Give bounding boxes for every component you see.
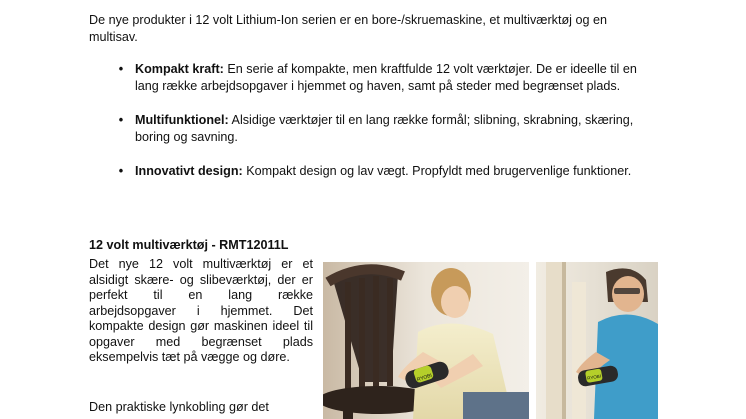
feature-list	[115, 61, 663, 180]
product-photo-chair	[323, 262, 529, 419]
section-heading: 12 volt multiværktøj - RMT12011L	[89, 238, 289, 252]
feature-text: En serie af kompakte, men kraftfulde 12 volt værktøjer. De er ideelle til en lang række arbejdsopgaver i hjemmet og haven, samt på steder med begrænset plads.	[135, 62, 637, 93]
tool-brand-label: RYOBI	[416, 372, 433, 384]
product-photo-doorframe	[536, 262, 658, 419]
photo-doorframe-illustration	[536, 262, 658, 419]
bullet-icon: •	[118, 62, 124, 76]
section-paragraph-1: Det nye 12 volt multiværktøj er et alsidigt skære- og slibeværktøj, der er perfekt til en lang række arbejdsopgaver i hjemmet. Det kompakte design gør maskinen ideel til opgaver med begrænset plads eksempelvis tæt på vægge og døre.	[89, 257, 313, 364]
feature-item-multifunctional	[115, 112, 663, 146]
feature-title: Kompakt kraft:	[135, 62, 224, 76]
tool-brand-label: RYOBI	[586, 373, 602, 381]
photo-chair-illustration	[323, 262, 529, 419]
bullet-icon: •	[118, 164, 124, 178]
intro-paragraph: De nye produkter i 12 volt Lithium-Ion serien er en bore-/skruemaskine, et multiværktøj og en multisav.	[89, 13, 607, 44]
section-paragraph-2: Den praktiske lynkobling gør det	[89, 400, 269, 414]
feature-text: Alsidige værktøjer til en lang række formål; slibning, skrabning, skæring, boring og savning.	[135, 113, 634, 144]
bullet-icon: •	[118, 113, 124, 127]
feature-title: Multifunktionel:	[135, 113, 229, 127]
feature-item-compact	[115, 61, 663, 95]
feature-title: Innovativt design:	[135, 164, 243, 178]
feature-text: Kompakt design og lav vægt. Propfyldt med brugervenlige funktioner.	[242, 164, 632, 178]
feature-item-design	[115, 163, 663, 180]
